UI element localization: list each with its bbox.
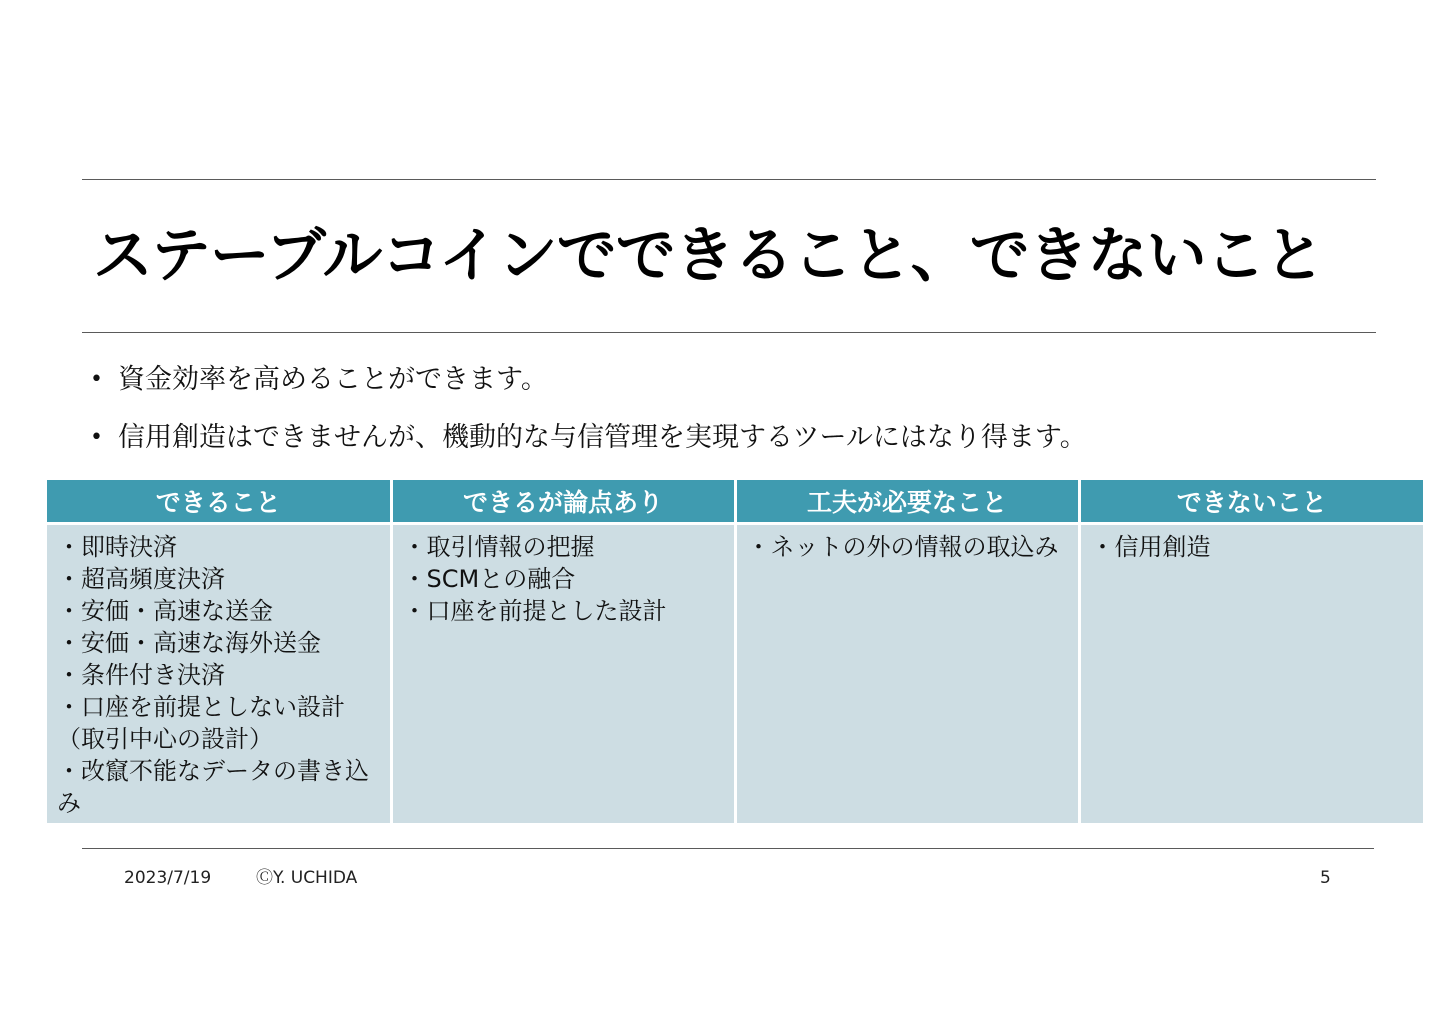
list-item: ・超高頻度決済 — [57, 565, 225, 593]
list-item: ・ネットの外の情報の取込み — [746, 533, 1059, 561]
header-can-do-with-issues: できるが論点あり — [391, 480, 735, 524]
bullet-marker: • — [90, 367, 103, 392]
bullet-text: 信用創造はできませんが、機動的な与信管理を実現するツールにはなり得ます。 — [118, 422, 1087, 453]
capability-table — [47, 480, 1423, 823]
footer-date: 2023/7/19 — [124, 868, 212, 888]
list-item: ・口座を前提とした設計 — [402, 597, 667, 625]
bullet-item — [90, 418, 1087, 458]
list-item: ・安価・高速な送金 — [57, 597, 273, 625]
bullet-list — [90, 360, 1087, 476]
list-item: ・改竄不能なデータの書き込み — [57, 757, 369, 817]
list-item: ・条件付き決済 — [57, 661, 225, 689]
bullet-item — [90, 360, 1087, 400]
bullet-marker: • — [90, 425, 103, 450]
list-item: ・即時決済 — [57, 533, 177, 561]
list-item: ・取引情報の把握 — [402, 533, 595, 561]
list-item: ・口座を前提としない設計（取引中心の設計） — [57, 693, 345, 753]
cell-list — [747, 531, 1070, 563]
list-item: ・SCMとの融合 — [402, 565, 576, 593]
header-cannot-do: できないこと — [1079, 480, 1423, 524]
top-divider — [82, 179, 1376, 180]
list-item: ・安価・高速な海外送金 — [57, 629, 321, 657]
cell-can-do — [47, 524, 391, 824]
title-divider — [82, 332, 1376, 333]
footer-divider — [82, 848, 1374, 849]
bullet-text: 資金効率を高めることができます。 — [118, 364, 548, 395]
table-header-row — [47, 480, 1423, 524]
cell-needs-effort — [735, 524, 1079, 824]
cell-list — [57, 531, 382, 819]
cell-list — [1091, 531, 1416, 563]
header-needs-effort: 工夫が必要なこと — [735, 480, 1079, 524]
slide-title: ステーブルコインでできること、できないこと — [93, 221, 1324, 291]
cell-can-do-with-issues — [391, 524, 735, 824]
cell-cannot-do — [1079, 524, 1423, 824]
table-row — [47, 524, 1423, 824]
page-number: 5 — [1320, 868, 1331, 888]
header-can-do: できること — [47, 480, 391, 524]
cell-list — [403, 531, 726, 627]
list-item: ・信用創造 — [1090, 533, 1211, 561]
footer-copyright: ⒸY. UCHIDA — [256, 868, 358, 888]
